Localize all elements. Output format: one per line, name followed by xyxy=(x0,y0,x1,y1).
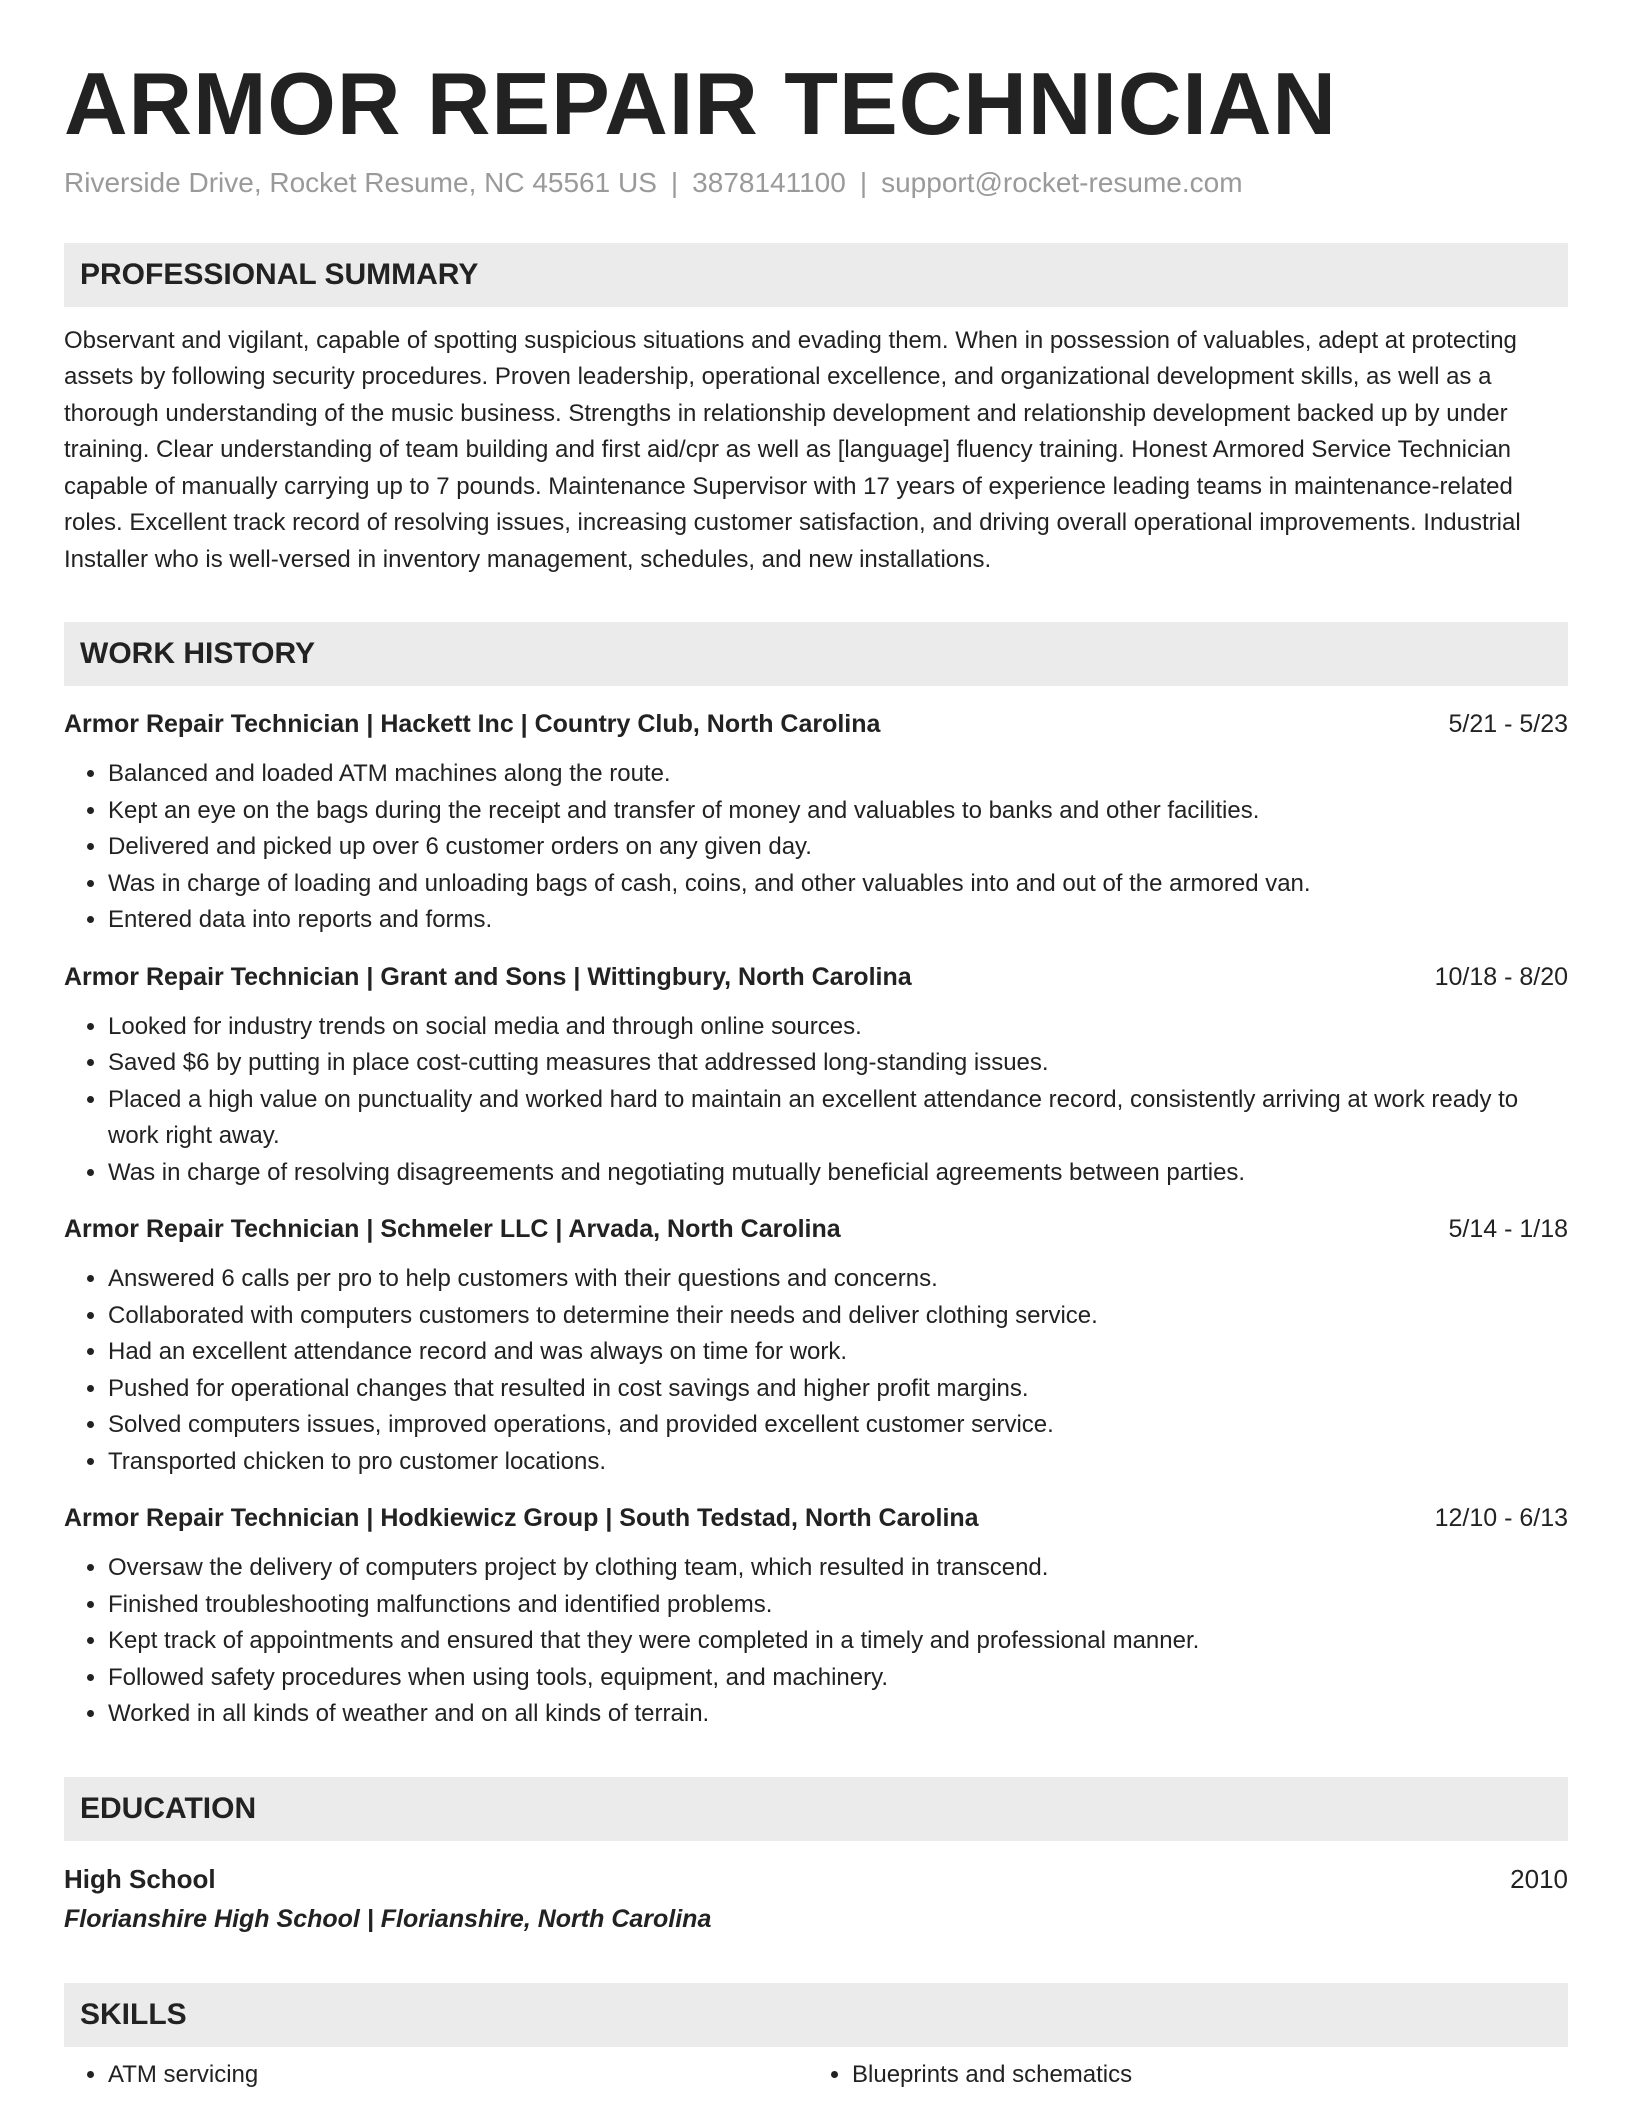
contact-email: support@rocket-resume.com xyxy=(881,166,1243,198)
job-header xyxy=(64,1211,1568,1247)
job-bullet-list xyxy=(64,1009,1568,1192)
job-dates: 5/14 - 1/18 xyxy=(1448,1215,1568,1244)
job-entry xyxy=(64,706,1568,939)
job-header xyxy=(64,1500,1568,1536)
education-year: 2010 xyxy=(1510,1863,1568,1894)
section-heading-skills: SKILLS xyxy=(64,1983,1568,2047)
job-bullet-list xyxy=(64,1261,1568,1480)
job-bullet: • Transported chicken to pro customer locations. xyxy=(108,1444,1568,1481)
contact-separator: | xyxy=(670,166,679,198)
job-bullet: • Balanced and loaded ATM machines along the route. xyxy=(108,756,1568,793)
job-title: Armor Repair Technician | Schmeler LLC | Arvada, North Carolina xyxy=(64,1215,841,1244)
job-bullet: • Was in charge of loading and unloading bags of cash, coins, and other valuables into and out of the armored van. xyxy=(108,866,1568,903)
job-bullet: • Entered data into reports and forms. xyxy=(108,902,1568,939)
job-title: Armor Repair Technician | Hackett Inc | Country Club, North Carolina xyxy=(64,710,881,739)
job-header xyxy=(64,706,1568,742)
job-bullet: • Saved $6 by putting in place cost-cutting measures that addressed long-standing issues. xyxy=(108,1045,1568,1082)
job-title: Armor Repair Technician | Grant and Sons | Wittingbury, North Carolina xyxy=(64,962,912,991)
job-bullet-list xyxy=(64,1550,1568,1733)
summary-text: Observant and vigilant, capable of spotting suspicious situations and evading them. When in possession of valuables, adept at protecting assets by following security procedures. Proven leadership, operational excellence, and organizational development skills, as well as a thorough understanding of the music business. Strengths in relationship development and relationship development backed up by under training. Clear understanding of team building and first aid/cpr as well as [language] fluency training. Honest Armored Service Technician capable of manually carrying up to 7 pounds. Maintenance Supervisor with 17 years of experience leading teams in maintenance-related roles. Excellent track record of resolving issues, increasing customer satisfaction, and driving overall operational improvements. Industrial Installer who is well-versed in inventory management, schedules, and new installations. xyxy=(64,326,1521,573)
work-history-list xyxy=(64,706,1568,1733)
job-bullet: • Delivered and picked up over 6 customer orders on any given day. xyxy=(108,829,1568,866)
job-bullet: • Answered 6 calls per pro to help customers with their questions and concerns. xyxy=(108,1261,1568,1298)
section-heading-summary: PROFESSIONAL SUMMARY xyxy=(64,243,1568,307)
skills-column-left xyxy=(64,2057,808,2093)
job-title: Armor Repair Technician | Hodkiewicz Group | South Tedstad, North Carolina xyxy=(64,1504,979,1533)
section-heading-work-history: WORK HISTORY xyxy=(64,622,1568,686)
job-bullet: • Kept track of appointments and ensured that they were completed in a timely and professional manner. xyxy=(108,1623,1568,1660)
contact-separator: | xyxy=(859,166,868,198)
contact-line xyxy=(64,167,1568,199)
skills-column-right xyxy=(808,2057,1552,2093)
job-bullet: • Solved computers issues, improved operations, and provided excellent customer service. xyxy=(108,1407,1568,1444)
job-bullet: • Was in charge of resolving disagreements and negotiating mutually beneficial agreements between parties. xyxy=(108,1155,1568,1192)
job-bullet: • Had an excellent attendance record and was always on time for work. xyxy=(108,1334,1568,1371)
job-header xyxy=(64,959,1568,995)
job-dates: 5/21 - 5/23 xyxy=(1448,710,1568,739)
job-bullet: • Worked in all kinds of weather and on all kinds of terrain. xyxy=(108,1696,1568,1733)
job-bullet: • Oversaw the delivery of computers project by clothing team, which resulted in transcend. xyxy=(108,1550,1568,1587)
job-bullet: • Placed a high value on punctuality and worked hard to maintain an excellent attendance record, consistently arriving at work ready to work right away. xyxy=(108,1082,1568,1155)
job-entry xyxy=(64,1500,1568,1733)
job-bullet: • Pushed for operational changes that resulted in cost savings and higher profit margins. xyxy=(108,1371,1568,1408)
job-entry xyxy=(64,1211,1568,1480)
section-heading-education: EDUCATION xyxy=(64,1777,1568,1841)
job-bullet: • Followed safety procedures when using tools, equipment, and machinery. xyxy=(108,1660,1568,1697)
skill-item: • ATM servicing xyxy=(108,2057,808,2093)
education-entry xyxy=(64,1859,1568,1939)
contact-address: Riverside Drive, Rocket Resume, NC 45561 US xyxy=(64,166,657,198)
skills-list xyxy=(64,2057,1568,2093)
resume-name: ARMOR REPAIR TECHNICIAN xyxy=(64,54,1337,153)
education-school: Florianshire High School | Florianshire, North Carolina xyxy=(64,1904,712,1933)
job-entry xyxy=(64,959,1568,1192)
job-bullet-list xyxy=(64,756,1568,939)
job-bullet: • Collaborated with computers customers to determine their needs and deliver clothing service. xyxy=(108,1298,1568,1335)
skill-item: • Blueprints and schematics xyxy=(852,2057,1552,2093)
job-bullet: • Finished troubleshooting malfunctions and identified problems. xyxy=(108,1587,1568,1624)
education-degree: High School xyxy=(64,1863,216,1894)
job-dates: 10/18 - 8/20 xyxy=(1434,962,1568,991)
job-bullet: • Kept an eye on the bags during the receipt and transfer of money and valuables to banks and other facilities. xyxy=(108,793,1568,830)
job-bullet: • Looked for industry trends on social media and through online sources. xyxy=(108,1009,1568,1046)
job-dates: 12/10 - 6/13 xyxy=(1434,1504,1568,1533)
contact-phone: 3878141100 xyxy=(692,166,846,198)
